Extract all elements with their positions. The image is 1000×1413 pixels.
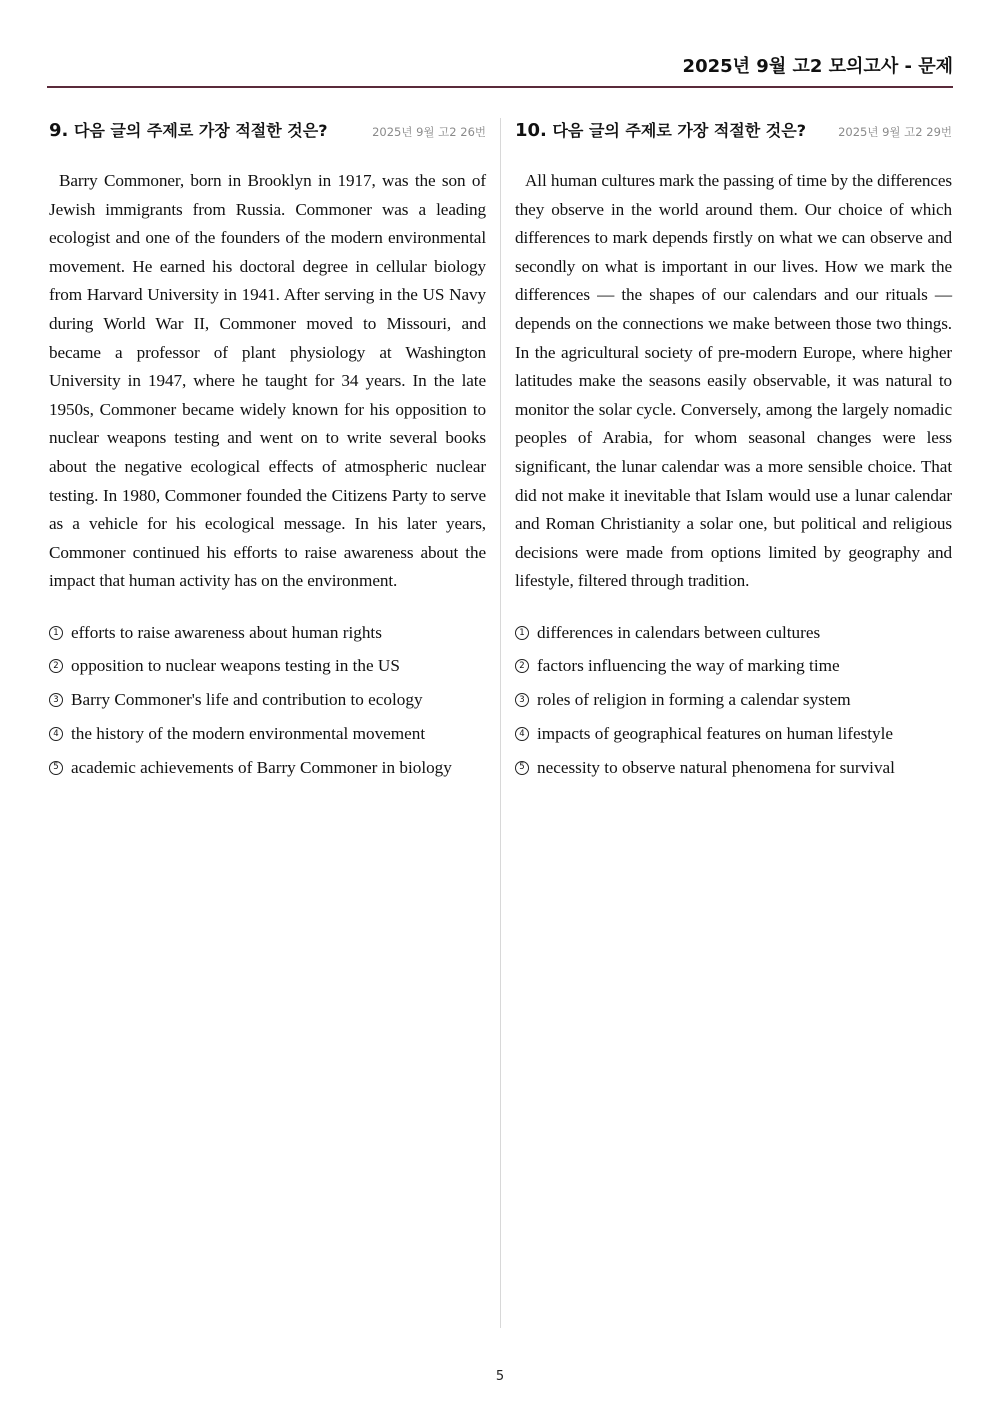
answer-choices — [49, 616, 486, 784]
choice-text: efforts to raise awareness about human rights — [71, 622, 382, 642]
choice-number-icon: 2 — [49, 659, 63, 673]
question-10 — [515, 118, 952, 784]
choice-number-icon: 4 — [49, 727, 63, 741]
question-9 — [49, 118, 486, 784]
choice-text: roles of religion in forming a calendar system — [537, 690, 851, 710]
choice-text: Barry Commoner's life and contribution to ecology — [71, 690, 423, 710]
answer-choice-3[interactable] — [49, 683, 486, 717]
choice-number-icon: 1 — [515, 626, 529, 640]
choice-number-icon: 4 — [515, 727, 529, 741]
choice-text: opposition to nuclear weapons testing in the US — [71, 656, 400, 676]
passage-text: All human cultures mark the passing of time by the differences they observe in the world around them. Our choice of which differences to mark depends firstly on what we can observe and secondly on what is important in our lives. How we mark the differences — the shapes of our calendars and our rituals — depends on the connections we make between those two things. In the agricultural society of pre-modern Europe, where higher latitudes make the seasons easily observable, it was natural to monitor the solar cycle. Conversely, among the largely nomadic peoples of Arabia, for whom seasonal changes were less significant, the lunar calendar was a more sensible choice. That did not make it inevitable that Islam would use a lunar calendar and Roman Christianity a solar one, but political and religious decisions were made from options limited by geography and lifestyle, filtered through tradition. — [515, 171, 952, 591]
choice-number-icon: 1 — [49, 626, 63, 640]
answer-choice-1[interactable] — [515, 616, 952, 650]
choice-text: differences in calendars between cultures — [537, 622, 821, 642]
choice-text: factors influencing the way of marking time — [537, 656, 840, 676]
choice-text: the history of the modern environmental movement — [71, 723, 426, 743]
question-number: 9. — [49, 120, 69, 141]
answer-choice-2[interactable] — [515, 650, 952, 684]
choice-text: academic achievements of Barry Commoner in biology — [71, 757, 452, 777]
page-header — [47, 52, 953, 88]
question-prompt: 다음 글의 주제로 가장 적절한 것은? — [73, 121, 328, 140]
answer-choice-2[interactable] — [49, 650, 486, 684]
question-header — [515, 118, 952, 148]
choice-number-icon: 2 — [515, 659, 529, 673]
question-number: 10. — [515, 120, 547, 141]
choice-number-icon: 3 — [49, 693, 63, 707]
question-source: 2025년 9월 고2 26번 — [372, 125, 486, 139]
question-header — [49, 118, 486, 148]
choice-number-icon: 3 — [515, 693, 529, 707]
choice-number-icon: 5 — [49, 761, 63, 775]
question-title — [49, 118, 327, 141]
page-number: 5 — [495, 1369, 505, 1384]
question-title — [515, 118, 806, 141]
answer-choice-4[interactable] — [49, 717, 486, 751]
answer-choice-1[interactable] — [49, 616, 486, 650]
question-source: 2025년 9월 고2 29번 — [838, 125, 952, 139]
answer-choice-4[interactable] — [515, 717, 952, 751]
choice-number-icon: 5 — [515, 761, 529, 775]
passage-text: Barry Commoner, born in Brooklyn in 1917, was the son of Jewish immigrants from Russia. Commoner was a leading ecologist and one of the founders of the modern environmental movement. He earned his doctoral degree in cellular biology from Harvard University in 1941. After serving in the US Navy during World War II, Commoner moved to Missouri, and became a professor of plant physiology at Washington University in 1947, where he taught for 34 years. In the late 1950s, Commoner became widely known for his opposition to nuclear weapons testing and went on to write several books about the negative ecological effects of atmospheric nuclear testing. In 1980, Commoner founded the Citizens Party to serve as a vehicle for his ecological message. In his later years, Commoner continued his efforts to raise awareness about the impact that human activity has on the environment. — [49, 171, 486, 591]
exam-title: 2025년 9월 고2 모의고사 - 문제 — [682, 56, 953, 77]
answer-choice-3[interactable] — [515, 683, 952, 717]
answer-choices — [515, 616, 952, 784]
choice-text: impacts of geographical features on human lifestyle — [537, 723, 894, 743]
answer-choice-5[interactable] — [49, 751, 486, 785]
column-divider — [500, 118, 501, 1328]
answer-choice-5[interactable] — [515, 751, 952, 785]
choice-text: necessity to observe natural phenomena for survival — [537, 757, 895, 777]
question-prompt: 다음 글의 주제로 가장 적절한 것은? — [552, 121, 806, 140]
